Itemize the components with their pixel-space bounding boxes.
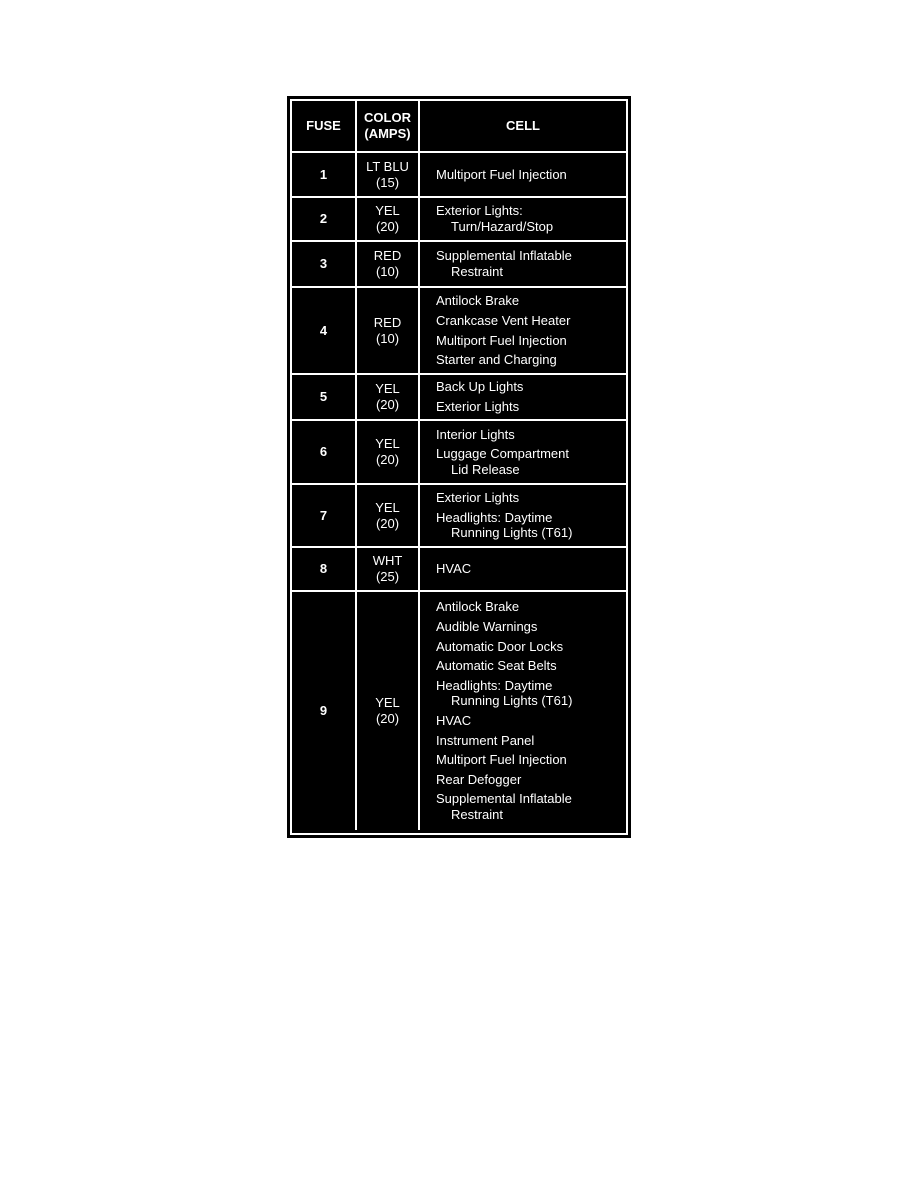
circuit-item-text: Exterior Lights [436,399,520,414]
header-fuse: FUSE [292,101,357,151]
fuse-number: 4 [292,288,357,373]
fuse-amps: (15) [375,174,400,190]
table-frame [290,99,628,835]
circuit-list [420,153,626,196]
circuit-item [436,427,515,443]
fuse-number: 5 [292,375,357,419]
fuse-amps: (10) [375,330,400,346]
circuit-item-text: Headlights: Daytime [436,677,553,693]
fuse-color: YEL [375,695,400,711]
circuit-item [436,167,567,183]
circuit-item-text: Audible Warnings [436,619,538,635]
fuse-color-amps [357,375,420,419]
fuse-color-amps [357,421,420,483]
header-color-line1: COLOR [364,110,411,126]
fuse-color-amps [357,548,420,590]
fuse-number: 6 [292,421,357,483]
circuit-item-text: Automatic Door Locks [436,638,564,654]
circuit-item-text: Antilock Brake [436,599,520,615]
circuit-list [420,421,626,483]
circuit-item-text: Starter and Charging [436,352,557,368]
fuse-number: 9 [292,592,357,830]
circuit-list [420,485,626,546]
circuit-item [436,333,567,349]
circuit-item [436,352,557,368]
circuit-item [436,772,521,788]
fuse-color-amps [357,288,420,373]
circuit-item-continuation: Lid Release [451,461,520,477]
header-cell-label: CELL [506,118,540,134]
table-row [292,419,626,483]
header-color-line2: (AMPS) [364,126,411,141]
fuse-number: 3 [292,242,357,286]
fuse-amps: (20) [375,711,400,726]
circuit-item-text: Interior Lights [436,426,515,442]
circuit-item-text: Supplemental Inflatable [436,248,572,264]
fuse-color: RED [373,248,402,264]
table-row [292,590,626,830]
circuit-item [436,713,471,729]
fuse-table [287,96,631,838]
circuit-item-text: HVAC [436,561,472,577]
circuit-list [420,288,626,373]
circuit-item-text: Crankcase Vent Heater [436,312,571,328]
fuse-color: RED [373,314,402,330]
fuse-amps: (25) [375,569,400,584]
fuse-color: YEL [375,381,400,397]
circuit-item-continuation: Restraint [451,264,504,279]
circuit-item-continuation: Running Lights (T61) [451,693,573,709]
circuit-item-text: Multiport Fuel Injection [436,752,567,768]
circuit-item [436,639,563,655]
circuit-list [420,548,626,590]
fuse-color-amps [357,485,420,546]
circuit-item-text: Automatic Seat Belts [436,658,557,674]
table-row [292,483,626,546]
circuit-item [436,510,572,541]
circuit-item [436,678,572,709]
circuit-item-text: Back Up Lights [436,379,524,395]
table-row [292,151,626,196]
circuit-item [436,599,519,615]
circuit-item-continuation: Running Lights (T61) [451,525,573,541]
fuse-number: 7 [292,485,357,546]
fuse-color: YEL [375,499,400,515]
circuit-item-text: Headlights: Daytime [436,509,553,525]
fuse-color-amps [357,153,420,196]
fuse-color-amps [357,198,420,240]
fuse-number: 1 [292,153,357,196]
header-cell [420,101,626,151]
circuit-item [436,561,471,577]
circuit-item-text: Exterior Lights: [436,203,523,219]
fuse-amps: (20) [375,397,400,412]
fuse-amps: (20) [375,219,400,234]
circuit-item-text: Antilock Brake [436,293,520,309]
fuse-color: YEL [375,203,400,219]
circuit-list [420,592,626,830]
fuse-color: YEL [375,436,400,452]
circuit-list [420,375,626,419]
circuit-item-text: Supplemental Inflatable [436,791,572,807]
circuit-item-continuation: Turn/Hazard/Stop [451,219,554,234]
circuit-item [436,293,519,309]
circuit-item-continuation: Restraint [451,806,504,822]
fuse-amps: (20) [375,452,400,467]
header-color [357,101,420,151]
circuit-item [436,399,519,415]
circuit-item-text: Multiport Fuel Injection [436,166,567,182]
circuit-item-text: Rear Defogger [436,771,522,787]
circuit-item [436,313,570,329]
table-row [292,286,626,373]
header-row [292,101,626,151]
table-row [292,240,626,286]
table-row [292,546,626,590]
circuit-item [436,379,523,395]
circuit-item [436,619,537,635]
fuse-amps: (20) [375,515,400,531]
circuit-item [436,248,572,279]
table-row [292,373,626,419]
fuse-amps: (10) [375,264,400,279]
circuit-item-text: Multiport Fuel Injection [436,332,567,348]
circuit-item [436,203,553,234]
circuit-item [436,658,557,674]
circuit-item-text: Luggage Compartment [436,446,569,462]
fuse-number: 2 [292,198,357,240]
circuit-item [436,446,569,477]
fuse-color: WHT [372,553,403,569]
fuse-color-amps [357,242,420,286]
circuit-item [436,752,567,768]
circuit-item-text: Instrument Panel [436,732,535,748]
circuit-item [436,733,534,749]
circuit-item-text: HVAC [436,713,472,728]
fuse-color: LT BLU [366,158,409,174]
circuit-list [420,242,626,286]
fuse-color-amps [357,592,420,830]
circuit-list [420,198,626,240]
table-row [292,196,626,240]
circuit-item [436,490,519,506]
fuse-number: 8 [292,548,357,590]
circuit-item-text: Exterior Lights [436,490,520,506]
circuit-item [436,791,572,822]
